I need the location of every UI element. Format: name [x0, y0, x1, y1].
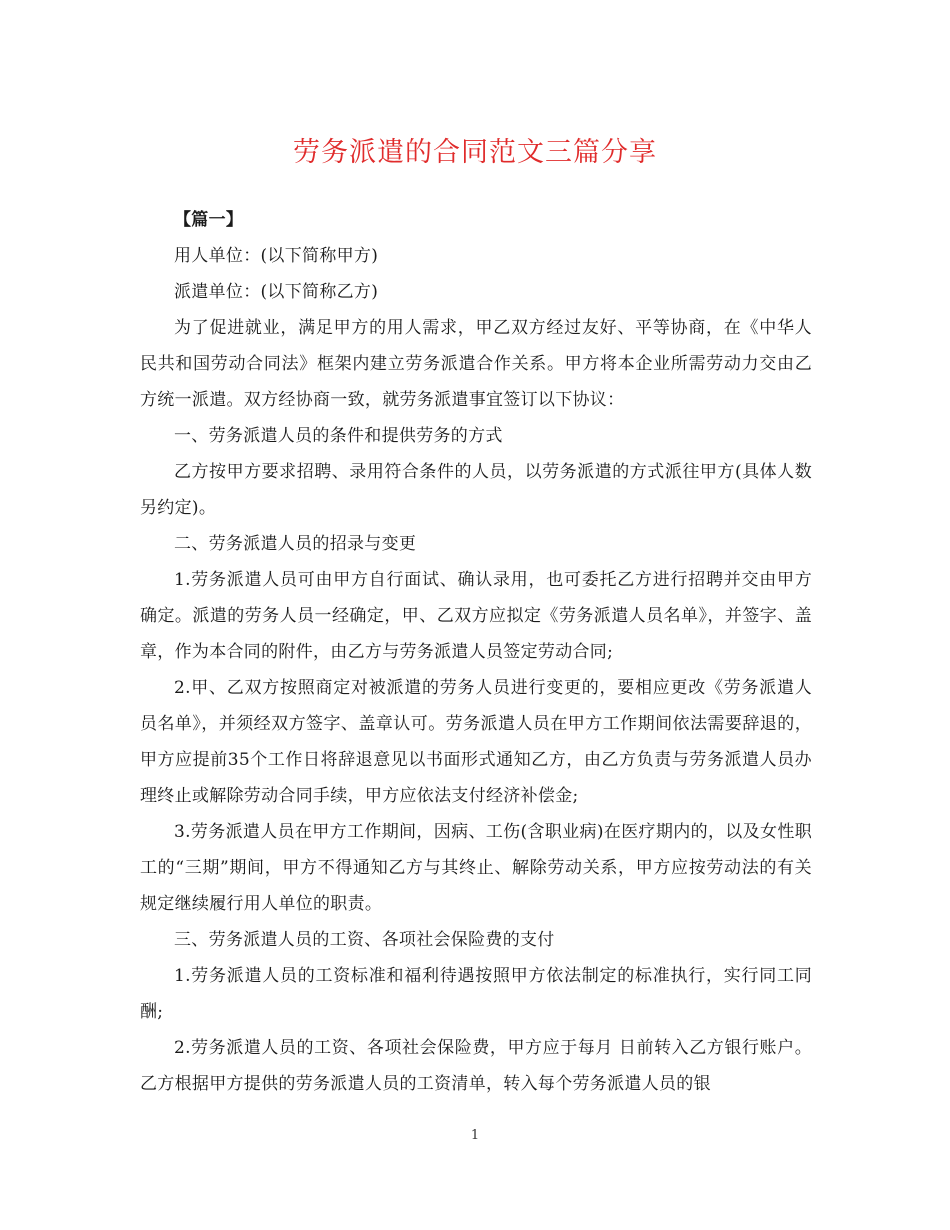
- clause-2-item-1: 1.劳务派遣人员可由甲方自行面试、确认录用，也可委托乙方进行招聘并交由甲方确定。派遣的劳务人员一经确定，甲、乙双方应拟定《劳务派遣人员名单》，并签字、盖章，作为本合同的附件，由乙方与劳务派遣人员签定劳动合同;: [140, 570, 812, 662]
- clause-heading-2: 二、劳务派遣人员的招录与变更: [174, 534, 417, 554]
- employer-line: 用人单位：(以下简称甲方): [174, 246, 379, 266]
- clause-2-item-3: 3.劳务派遣人员在甲方工作期间，因病、工伤(含职业病)在医疗期内的，以及女性职工的“三期”期间，甲方不得通知乙方与其终止、解除劳动关系，甲方应按劳动法的有关规定继续履行用人单位的职责。: [140, 822, 812, 914]
- section-heading-part-one: 【篇一】: [174, 210, 244, 230]
- document-body: [140, 202, 812, 1102]
- clause-heading-1: 一、劳务派遣人员的条件和提供劳务的方式: [174, 426, 503, 446]
- clause-2-item-2: 2.甲、乙双方按照商定对被派遣的劳务人员进行变更的，要相应更改《劳务派遣人员名单》，并须经双方签字、盖章认可。劳务派遣人员在甲方工作期间依法需要辞退的，甲方应提前35个工作日将辞退意见以书面形式通知乙方，由乙方负责与劳务派遣人员办理终止或解除劳动合同手续，甲方应依法支付经济补偿金;: [140, 678, 812, 806]
- clause-heading-3: 三、劳务派遣人员的工资、各项社会保险费的支付: [174, 930, 555, 950]
- preamble-paragraph: 为了促进就业，满足甲方的用人需求，甲乙双方经过友好、平等协商，在《中华人民共和国劳动合同法》框架内建立劳务派遣合作关系。甲方将本企业所需劳动力交由乙方统一派遣。双方经协商一致，就劳务派遣事宜签订以下协议：: [140, 318, 812, 410]
- clause-3-item-2: 2.劳务派遣人员的工资、各项社会保险费，甲方应于每月 日前转入乙方银行账户。乙方根据甲方提供的劳务派遣人员的工资清单，转入每个劳务派遣人员的银: [140, 1038, 812, 1094]
- dispatcher-line: 派遣单位：(以下简称乙方): [174, 282, 379, 302]
- clause-1-paragraph: 乙方按甲方要求招聘、录用符合条件的人员，以劳务派遣的方式派往甲方(具体人数另约定)。: [140, 462, 812, 518]
- clause-3-item-1: 1.劳务派遣人员的工资标准和福利待遇按照甲方依法制定的标准执行，实行同工同酬;: [140, 966, 812, 1022]
- page-number: 1: [470, 1128, 480, 1143]
- document-title: 劳务派遣的合同范文三篇分享: [293, 137, 657, 168]
